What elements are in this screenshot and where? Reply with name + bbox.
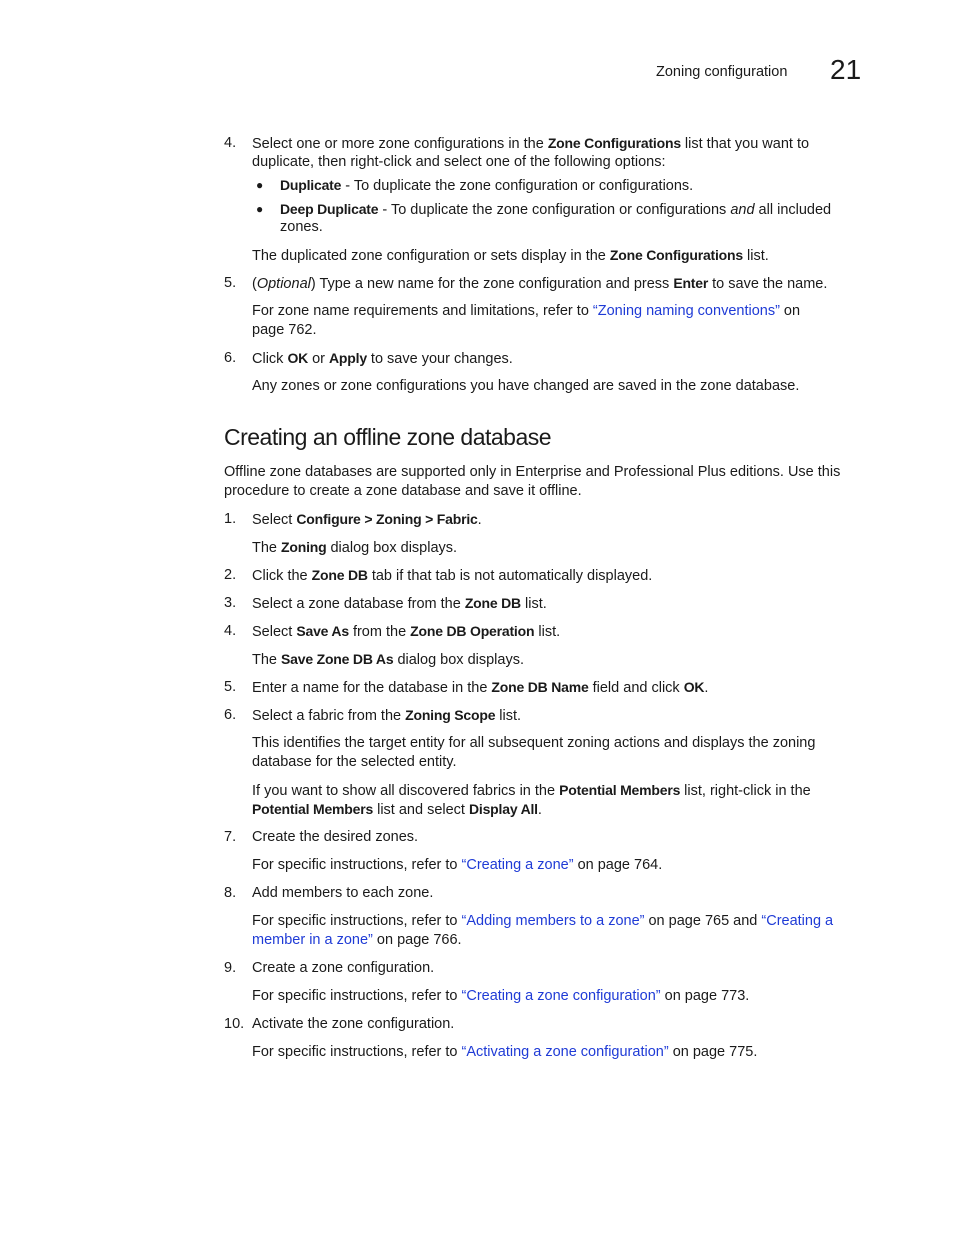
link-zoning-naming-conventions[interactable]: “Zoning naming conventions”	[592, 303, 780, 319]
section-heading: Creating an offline zone database	[224, 424, 552, 450]
link-creating-a-zone[interactable]: “Creating a zone”	[461, 857, 574, 873]
bullet-icon: ●	[256, 178, 264, 192]
chapter-number: 21	[830, 54, 862, 85]
link-creating-a-zone-configuration[interactable]: “Creating a zone configuration”	[461, 988, 661, 1004]
step-text: Select one or more zone configurations in the Zone Configurations list that you want to	[252, 135, 810, 152]
step-number: 4.	[224, 135, 237, 151]
link-creating-a-member[interactable]: “Creating a	[761, 913, 834, 929]
link-activating-a-zone-configuration[interactable]: “Activating a zone configuration”	[461, 1044, 669, 1060]
bullet-icon: ●	[256, 202, 264, 216]
link-adding-members-to-a-zone[interactable]: “Adding members to a zone”	[461, 913, 645, 929]
link-creating-a-member-cont[interactable]: member in a zone”	[252, 932, 373, 948]
chapter-title: Zoning configuration	[656, 64, 788, 80]
